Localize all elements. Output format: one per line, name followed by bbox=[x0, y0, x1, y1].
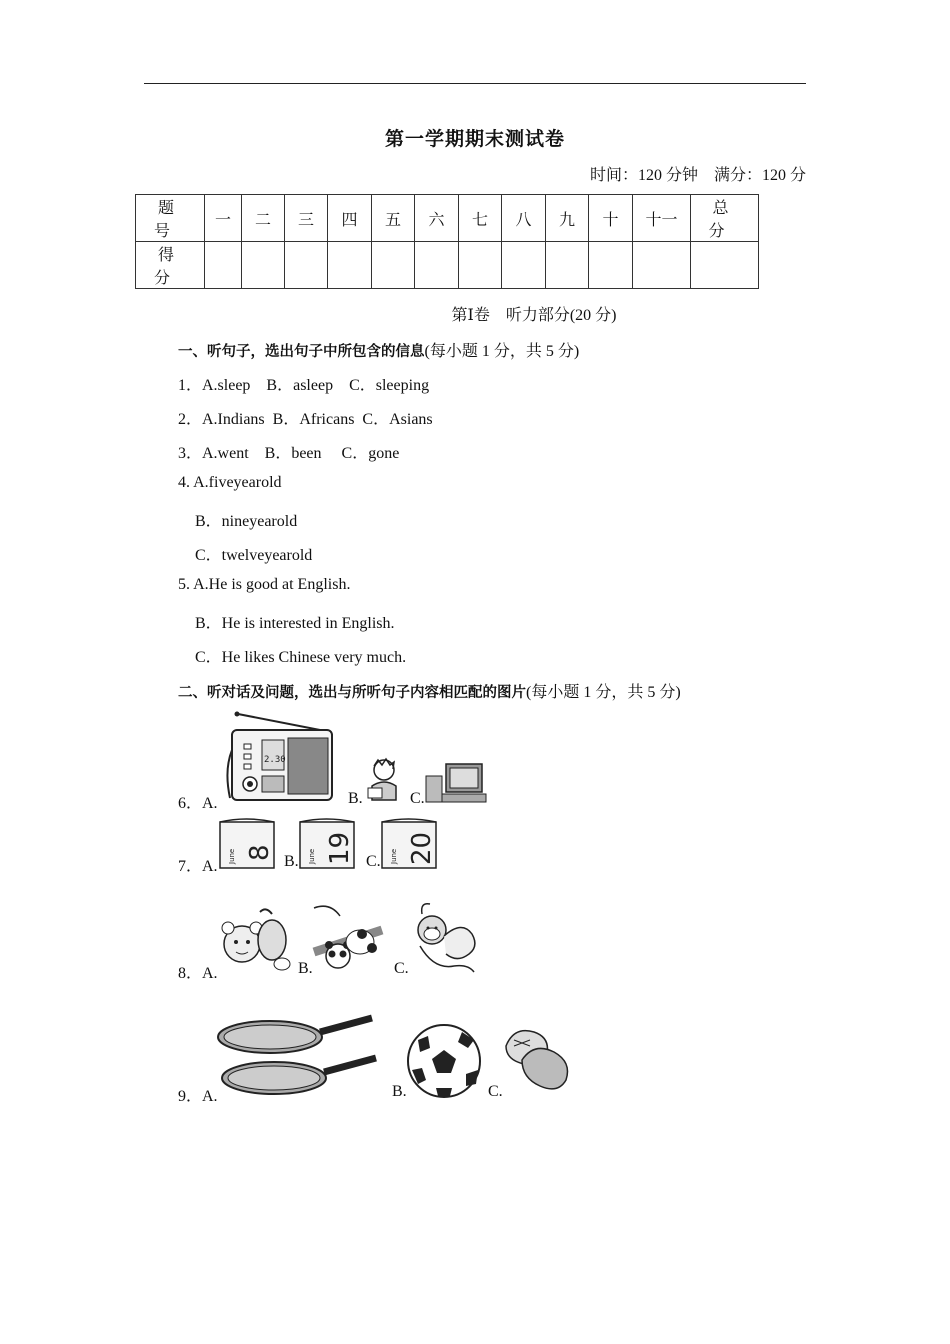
table-row-score bbox=[136, 242, 759, 289]
calendar-icon bbox=[378, 816, 440, 870]
score-table bbox=[135, 194, 759, 289]
score-cell[interactable] bbox=[242, 242, 285, 289]
header-cell: 三 bbox=[285, 195, 328, 242]
score-cell[interactable] bbox=[372, 242, 415, 289]
score-cell[interactable] bbox=[415, 242, 459, 289]
child-reading-icon bbox=[362, 756, 404, 804]
part-heading: 第Ⅰ卷 听力部分(20 分) bbox=[451, 307, 617, 324]
question-8-label: 8．A. bbox=[178, 965, 218, 982]
question-3: 3．A.went B．been C．gone bbox=[178, 445, 400, 462]
question-7-option-c: C. bbox=[366, 853, 381, 870]
calendar-day: 20 bbox=[407, 831, 437, 865]
calendar-month: June bbox=[308, 848, 316, 864]
header-cell: 十 bbox=[589, 195, 633, 242]
calendar-month: June bbox=[228, 848, 236, 864]
question-8-option-c: C. bbox=[394, 960, 409, 977]
score-cell[interactable] bbox=[691, 242, 759, 289]
header-cell: 二 bbox=[242, 195, 285, 242]
svg-text:2.30: 2.30 bbox=[264, 755, 286, 765]
header-cell: 五 bbox=[372, 195, 415, 242]
time-limit: 时间：120 分钟 bbox=[589, 167, 698, 184]
question-9-option-c: C. bbox=[488, 1083, 503, 1100]
question-6-option-c: C. bbox=[410, 790, 425, 807]
header-cell: 题 号 bbox=[136, 195, 205, 242]
calendar-day: 19 bbox=[325, 831, 355, 865]
table-row-header bbox=[136, 195, 759, 242]
header-cell: 六 bbox=[415, 195, 459, 242]
question-9-option-b: B. bbox=[392, 1083, 407, 1100]
section-2-heading: 二、听对话及问题，选出与所听句子内容相匹配的图片(每小题 1 分，共 5 分) bbox=[178, 684, 681, 701]
header-cell: 十一 bbox=[633, 195, 691, 242]
question-6-option-b: B. bbox=[348, 790, 363, 807]
calendar-day: 8 bbox=[245, 844, 275, 861]
tiger-icon bbox=[216, 904, 294, 976]
full-score: 满分：120 分 bbox=[713, 167, 806, 184]
header-cell: 总 分 bbox=[691, 195, 759, 242]
question-1: 1．A.sleep B．asleep C．sleeping bbox=[178, 377, 430, 394]
section-1-heading: 一、听句子，选出句子中所包含的信息(每小题 1 分，共 5 分) bbox=[178, 343, 580, 360]
score-cell[interactable] bbox=[633, 242, 691, 289]
question-8-option-b: B. bbox=[298, 960, 313, 977]
calendar-icon bbox=[296, 816, 358, 870]
radio-icon bbox=[220, 710, 338, 804]
question-4-a: 4. A.fiveyearold bbox=[178, 474, 282, 491]
badminton-rackets-icon bbox=[216, 1010, 382, 1098]
score-cell[interactable] bbox=[328, 242, 372, 289]
sneakers-icon bbox=[500, 1024, 574, 1096]
exam-meta bbox=[590, 162, 806, 185]
question-5-c: C．He likes Chinese very much. bbox=[195, 649, 407, 666]
score-cell[interactable] bbox=[502, 242, 546, 289]
question-2: 2．A.Indians B．Africans C．Asians bbox=[178, 411, 433, 428]
page-title: 第一学期期末测试卷 bbox=[384, 128, 565, 150]
score-label: 得 分 bbox=[136, 242, 205, 289]
question-5-a: 5. A.He is good at English. bbox=[178, 576, 351, 593]
score-cell[interactable] bbox=[205, 242, 242, 289]
score-cell[interactable] bbox=[459, 242, 502, 289]
header-rule bbox=[144, 83, 806, 84]
score-cell[interactable] bbox=[546, 242, 589, 289]
header-cell: 九 bbox=[546, 195, 589, 242]
header-cell: 四 bbox=[328, 195, 372, 242]
question-9-label: 9．A. bbox=[178, 1088, 218, 1105]
soccer-ball-icon bbox=[404, 1022, 484, 1100]
score-cell[interactable] bbox=[285, 242, 328, 289]
header-cell: 一 bbox=[205, 195, 242, 242]
panda-icon bbox=[310, 902, 386, 974]
score-cell[interactable] bbox=[589, 242, 633, 289]
question-7-option-b: B. bbox=[284, 853, 299, 870]
calendar-month: June bbox=[390, 848, 398, 864]
computer-icon bbox=[424, 762, 488, 806]
monkey-icon bbox=[410, 900, 482, 976]
question-4-b: B．nineyearold bbox=[195, 513, 298, 530]
question-4-c: C．twelveyearold bbox=[195, 547, 313, 564]
question-6-label: 6．A. bbox=[178, 795, 218, 812]
question-7-label: 7．A. bbox=[178, 858, 218, 875]
header-cell: 八 bbox=[502, 195, 546, 242]
calendar-icon bbox=[216, 816, 278, 870]
question-5-b: B．He is interested in English. bbox=[195, 615, 395, 632]
header-cell: 七 bbox=[459, 195, 502, 242]
